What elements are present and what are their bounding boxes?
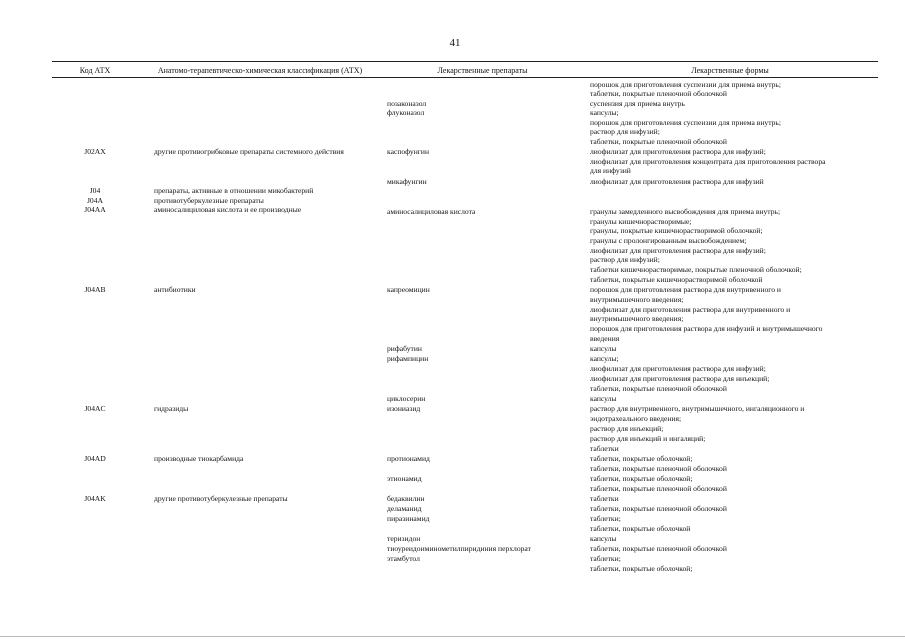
- dosage-form-cell: лиофилизат для приготовления раствора для инфузий: [590, 177, 764, 186]
- atc-classification-cell: препараты, активные в отношении микобактерий: [154, 186, 314, 195]
- dosage-form-cell: порошок для приготовления суспензии для приема внутрь;: [590, 80, 782, 89]
- medicine-name-cell: этамбутол: [387, 554, 420, 563]
- column-header-dosage-forms: Лекарственные формы: [691, 66, 769, 75]
- dosage-form-cell: таблетки, покрытые пленочной оболочкой: [590, 384, 727, 393]
- dosage-form-cell: таблетки, покрытые кишечнорастворимой оболочкой: [590, 275, 763, 284]
- dosage-form-cell: таблетки, покрытые оболочкой;: [590, 474, 693, 483]
- dosage-form-cell: таблетки, покрытые оболочкой;: [590, 454, 693, 463]
- dosage-form-cell: внутримышечного введения;: [590, 295, 684, 304]
- atc-code-cell: J04AA: [84, 205, 106, 214]
- medicine-name-cell: флуконазол: [387, 108, 425, 117]
- atc-classification-cell: другие противогрибковые препараты системного действия: [154, 147, 344, 156]
- dosage-form-cell: порошок для приготовления раствора для внутривенного и: [590, 285, 781, 294]
- atc-code-cell: J04A: [86, 196, 104, 205]
- column-header-medicines: Лекарственные препараты: [437, 66, 528, 75]
- dosage-form-cell: порошок для приготовления раствора для инфузий и внутримышечного: [590, 324, 823, 333]
- dosage-form-cell: таблетки кишечнорастворимые, покрытые пленочной оболочкой;: [590, 265, 802, 274]
- medicine-name-cell: изониазид: [387, 404, 421, 413]
- dosage-form-cell: капсулы: [590, 534, 617, 543]
- medicine-name-cell: деламанид: [387, 504, 422, 513]
- medicine-name-cell: циклосерин: [387, 394, 426, 403]
- dosage-form-cell: суспензия для приема внутрь: [590, 99, 685, 108]
- dosage-form-cell: капсулы;: [590, 108, 619, 117]
- dosage-form-cell: эндотрахеального введения;: [590, 414, 682, 423]
- dosage-form-cell: капсулы: [590, 344, 617, 353]
- scan-edge: [0, 636, 905, 637]
- dosage-form-cell: раствор для инъекций и ингаляций;: [590, 434, 706, 443]
- dosage-form-cell: внутримышечного введения;: [590, 314, 684, 323]
- medicine-name-cell: капреомицин: [387, 285, 430, 294]
- medicine-name-cell: рифампицин: [387, 354, 429, 363]
- dosage-form-cell: таблетки, покрытые пленочной оболочкой: [590, 544, 727, 553]
- dosage-form-cell: лиофилизат для приготовления раствора для инфузий;: [590, 147, 766, 156]
- atc-code-cell: J04AK: [84, 494, 106, 503]
- dosage-form-cell: таблетки, покрытые пленочной оболочкой: [590, 484, 727, 493]
- dosage-form-cell: лиофилизат для приготовления концентрата для приготовления раствора: [590, 157, 826, 166]
- dosage-form-cell: таблетки, покрытые оболочкой;: [590, 564, 693, 573]
- medicine-name-cell: тиоуреидоиминометилпиридиния перхлорат: [387, 544, 531, 553]
- dosage-form-cell: раствор для внутривенного, внутримышечного, ингаляционного и: [590, 404, 805, 413]
- medicine-name-cell: пиразинамид: [387, 514, 430, 523]
- page-number: 41: [449, 37, 461, 49]
- dosage-form-cell: таблетки, покрытые пленочной оболочкой: [590, 464, 727, 473]
- atc-classification-cell: противотуберкулезные препараты: [154, 196, 264, 205]
- dosage-form-cell: раствор для инфузий;: [590, 255, 660, 264]
- dosage-form-cell: лиофилизат для приготовления раствора для инфузий;: [590, 364, 766, 373]
- dosage-form-cell: таблетки: [590, 444, 619, 453]
- medicine-name-cell: теризидон: [387, 534, 421, 543]
- medicine-name-cell: позаконазол: [387, 99, 427, 108]
- atc-code-cell: J04AC: [84, 404, 106, 413]
- dosage-form-cell: лиофилизат для приготовления раствора для внутривенного и: [590, 305, 791, 314]
- medicine-name-cell: рифабутин: [387, 344, 422, 353]
- dosage-form-cell: гранулы, покрытые кишечнорастворимой оболочкой;: [590, 226, 763, 235]
- dosage-form-cell: раствор для инъекций;: [590, 424, 664, 433]
- column-header-atc-code: Код АТХ: [79, 66, 111, 75]
- dosage-form-cell: лиофилизат для приготовления раствора для инъекций;: [590, 374, 770, 383]
- dosage-form-cell: лиофилизат для приготовления раствора для инфузий;: [590, 246, 766, 255]
- table-top-rule: [52, 61, 878, 62]
- dosage-form-cell: таблетки, покрытые пленочной оболочкой: [590, 504, 727, 513]
- atc-classification-cell: аминосалициловая кислота и ее производные: [154, 205, 302, 214]
- dosage-form-cell: капсулы;: [590, 354, 619, 363]
- dosage-form-cell: таблетки;: [590, 514, 621, 523]
- atc-code-cell: J04AB: [84, 285, 106, 294]
- dosage-form-cell: капсулы: [590, 394, 617, 403]
- atc-code-cell: J04: [89, 186, 101, 195]
- dosage-form-cell: таблетки: [590, 494, 619, 503]
- medicine-name-cell: этионамид: [387, 474, 422, 483]
- atc-code-cell: J02AX: [84, 147, 106, 156]
- dosage-form-cell: порошок для приготовления суспензии для приема внутрь;: [590, 118, 782, 127]
- dosage-form-cell: таблетки, покрытые оболочкой: [590, 524, 691, 533]
- atc-code-cell: J04AD: [84, 454, 106, 463]
- atc-classification-cell: антибиотики: [154, 285, 196, 294]
- dosage-form-cell: гранулы кишечнорастворимые;: [590, 217, 692, 226]
- medicine-name-cell: протионамид: [387, 454, 430, 463]
- table-header-rule: [52, 77, 878, 78]
- medicine-name-cell: бедаквилин: [387, 494, 425, 503]
- dosage-form-cell: таблетки, покрытые пленочной оболочкой: [590, 137, 727, 146]
- dosage-form-cell: гранулы замедленного высвобождения для приема внутрь;: [590, 207, 781, 216]
- dosage-form-cell: раствор для инфузий;: [590, 127, 660, 136]
- dosage-form-cell: таблетки;: [590, 554, 621, 563]
- dosage-form-cell: таблетки, покрытые пленочной оболочкой: [590, 89, 727, 98]
- dosage-form-cell: гранулы с пролонгированным высвобождением;: [590, 236, 747, 245]
- atc-classification-cell: другие противотуберкулезные препараты: [154, 494, 288, 503]
- medicine-name-cell: микафунгин: [387, 177, 427, 186]
- medicine-name-cell: каспофунгин: [387, 147, 430, 156]
- atc-classification-cell: гидразиды: [154, 404, 189, 413]
- medicine-name-cell: аминосалициловая кислота: [387, 207, 476, 216]
- atc-classification-cell: производные тиокарбамида: [154, 454, 244, 463]
- column-header-atc-classification: Анатомо-терапевтическо-химическая классификация (АТХ): [157, 66, 363, 75]
- dosage-form-cell: введения: [590, 334, 620, 343]
- dosage-form-cell: для инфузий: [590, 166, 631, 175]
